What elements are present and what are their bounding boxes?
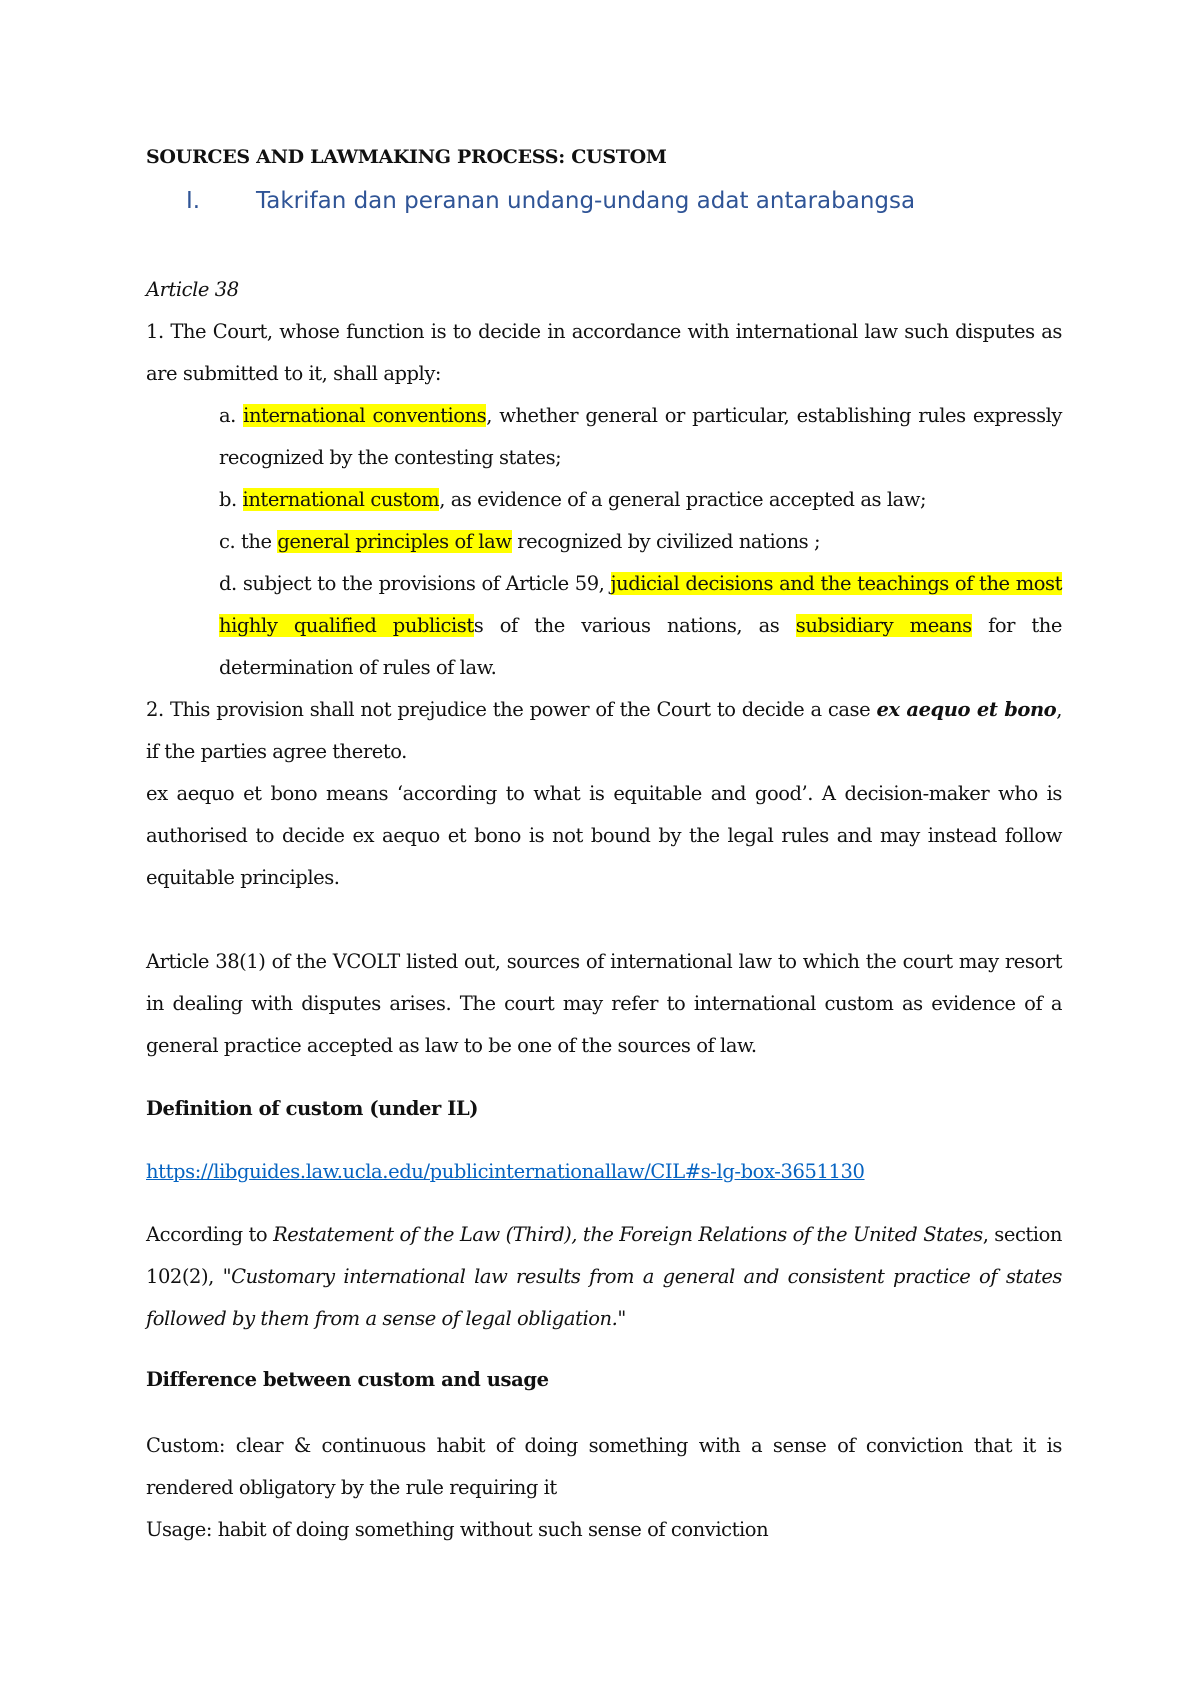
article-paragraph-1: 1. The Court, whose function is to decide in accordance with international law such disputes as are submitted to it, shall apply: [146, 320, 1062, 385]
vcolt-paragraph-block [146, 941, 1062, 1067]
section-numeral: I. [186, 188, 201, 214]
restatement-paragraph [146, 1214, 1062, 1340]
restatement-block [146, 1214, 1062, 1340]
p2-prefix: 2. This provision shall not prejudice the power of the Court to decide a case [146, 698, 877, 721]
vcolt-paragraph: Article 38(1) of the VCOLT listed out, sources of international law to which the court may resort in dealing with disputes arises. The court may refer to international custom as evidence of a general practice accepted as law to be one of the sources of law. [146, 950, 1062, 1057]
highlight-general-principles: general principles of law [277, 530, 512, 553]
article-label: Article 38 [146, 278, 239, 301]
item-d-rest: for the determination of rules of law. [219, 614, 1063, 679]
restatement-mid: , section 102(2), " [146, 1223, 1062, 1288]
article-item-b [146, 479, 1062, 521]
restatement-title: Restatement of the Law (Third), the Foreign Relations of the United States [273, 1223, 983, 1246]
usage-definition: Usage: habit of doing something without such sense of conviction [146, 1518, 769, 1541]
article-item-d [146, 563, 1062, 689]
article-38-block [146, 269, 1062, 899]
article-paragraph-2 [146, 689, 1062, 773]
restatement-suffix: " [617, 1307, 626, 1330]
definition-heading: Definition of custom (under IL) [146, 1097, 479, 1120]
item-a-rest: , whether general or particular, establishing rules expressly recognized by the contesting states; [219, 404, 1062, 469]
highlight-international-custom: international custom [242, 488, 440, 511]
item-b-prefix: b. [219, 488, 243, 511]
item-d-mid: s of the various nations, as [473, 614, 796, 637]
article-item-a [146, 395, 1062, 479]
item-c-prefix: c. the [219, 530, 278, 553]
ex-aequo-definition: ex aequo et bono means ‘according to what is equitable and good’. A decision-maker who is authorised to decide ex aequo et bono is not bound by the legal rules and may instead follow equitable principles. [146, 782, 1062, 889]
custom-usage-block [146, 1425, 1062, 1551]
p2-rest: , if the parties agree thereto. [146, 698, 1062, 763]
ucla-libguides-link[interactable]: https://libguides.law.ucla.edu/publicinternationallaw/CIL#s-lg-box-3651130 [146, 1160, 865, 1183]
highlight-international-conventions: international conventions [243, 404, 487, 427]
item-b-rest: , as evidence of a general practice accepted as law; [439, 488, 927, 511]
highlight-subsidiary-means: subsidiary means [795, 614, 972, 637]
item-a-prefix: a. [219, 404, 244, 427]
highlight-judicial-decisions: judicial decisions and the teachings of the most highly qualified publicist [219, 572, 1062, 637]
difference-heading: Difference between custom and usage [146, 1368, 549, 1391]
item-d-prefix: d. subject to the provisions of Article 59, [219, 572, 611, 595]
restatement-prefix: According to [146, 1223, 274, 1246]
ex-aequo-et-bono-term: ex aequo et bono [876, 698, 1057, 721]
item-c-rest: recognized by civilized nations ; [511, 530, 821, 553]
section-heading [146, 188, 915, 214]
section-heading-text: Takrifan dan peranan undang-undang adat antarabangsa [256, 188, 916, 214]
document-title: SOURCES AND LAWMAKING PROCESS: CUSTOM [146, 146, 667, 168]
article-item-c [146, 521, 1062, 563]
custom-definition: Custom: clear & continuous habit of doing something with a sense of conviction that it is rendered obligatory by the rule requiring it [146, 1434, 1062, 1499]
restatement-quote: Customary international law results from a general and consistent practice of states followed by them from a sense of legal obligation. [146, 1265, 1062, 1330]
